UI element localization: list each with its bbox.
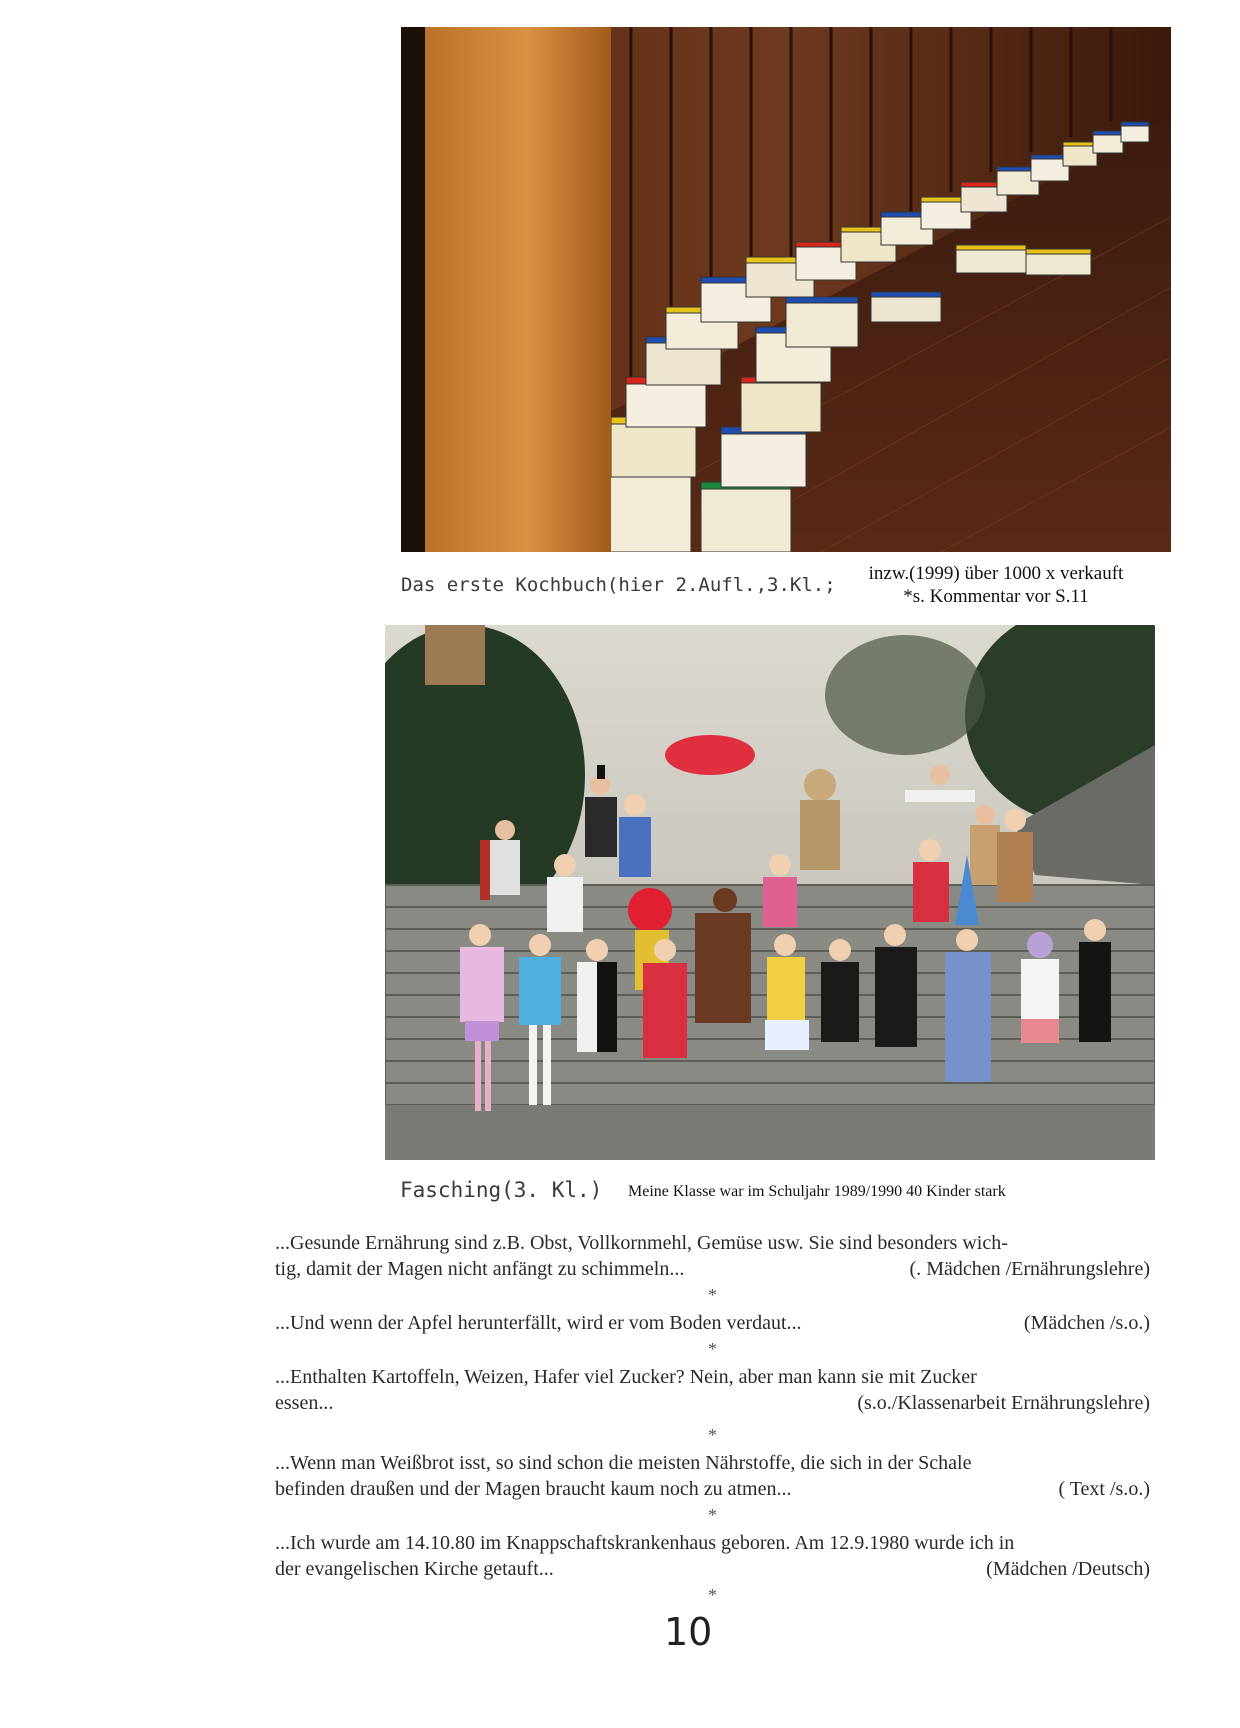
quote-text: ...Enthalten Kartoffeln, Weizen, Hafer viel Zucker? Nein, aber man kann sie mit Zucker: [275, 1366, 977, 1388]
separator-star: *: [708, 1425, 717, 1445]
photo1-caption: Das erste Kochbuch(hier 2.Aufl.,3.Kl.;: [401, 574, 836, 596]
photo1-note-line2: *s. Kommentar vor S.11: [903, 586, 1089, 607]
quote-text: der evangelischen Kirche getauft...: [275, 1558, 554, 1580]
page-number: 10: [664, 1610, 713, 1654]
separator-star: *: [708, 1339, 717, 1359]
binders-photo-illustration: [401, 27, 1171, 552]
quote-text: ...Und wenn der Apfel herunterfällt, wird er vom Boden verdaut...: [275, 1312, 802, 1334]
photo1-note-line1: inzw.(1999) über 1000 x verkauft: [868, 563, 1124, 584]
quote-3: [275, 1364, 1150, 1416]
fasching-class-photo: [385, 625, 1155, 1160]
quote-text: essen...: [275, 1392, 334, 1414]
quote-text: ...Wenn man Weißbrot isst, so sind schon die meisten Nährstoffe, die sich in der Schale: [275, 1452, 972, 1474]
photo1-note: [826, 562, 1166, 608]
class-photo-illustration: [385, 625, 1155, 1160]
quote-source: (Mädchen /s.o.): [1023, 1312, 1150, 1334]
quote-block: [275, 1230, 1150, 1608]
separator-star: *: [708, 1505, 717, 1525]
quote-5: [275, 1530, 1150, 1582]
quote-text: ...Gesunde Ernährung sind z.B. Obst, Vollkornmehl, Gemüse usw. Sie sind besonders wich-: [275, 1232, 1008, 1254]
quote-text: befinden draußen und der Magen braucht kaum noch zu atmen...: [275, 1478, 792, 1500]
photo2-note: Meine Klasse war im Schuljahr 1989/1990 40 Kinder stark: [628, 1183, 1006, 1200]
quote-text: ...Ich wurde am 14.10.80 im Knappschaftskrankenhaus geboren. Am 12.9.1980 wurde ich in: [275, 1532, 1015, 1554]
separator-star: *: [708, 1285, 717, 1305]
quote-2: [275, 1310, 1150, 1336]
cookbook-binders-photo: [401, 27, 1171, 552]
quote-4: [275, 1450, 1150, 1502]
quote-source: (Mädchen /Deutsch): [986, 1558, 1150, 1580]
photo2-caption: Fasching(3. Kl.): [400, 1178, 603, 1202]
quote-text: tig, damit der Magen nicht anfängt zu schimmeln...: [275, 1258, 685, 1280]
quote-1: [275, 1230, 1150, 1282]
quote-source: (s.o./Klassenarbeit Ernährungslehre): [857, 1392, 1150, 1414]
quote-source: (. Mädchen /Ernährungslehre): [909, 1258, 1150, 1280]
quote-source: ( Text /s.o.): [1058, 1478, 1150, 1500]
separator-star: *: [708, 1585, 717, 1605]
